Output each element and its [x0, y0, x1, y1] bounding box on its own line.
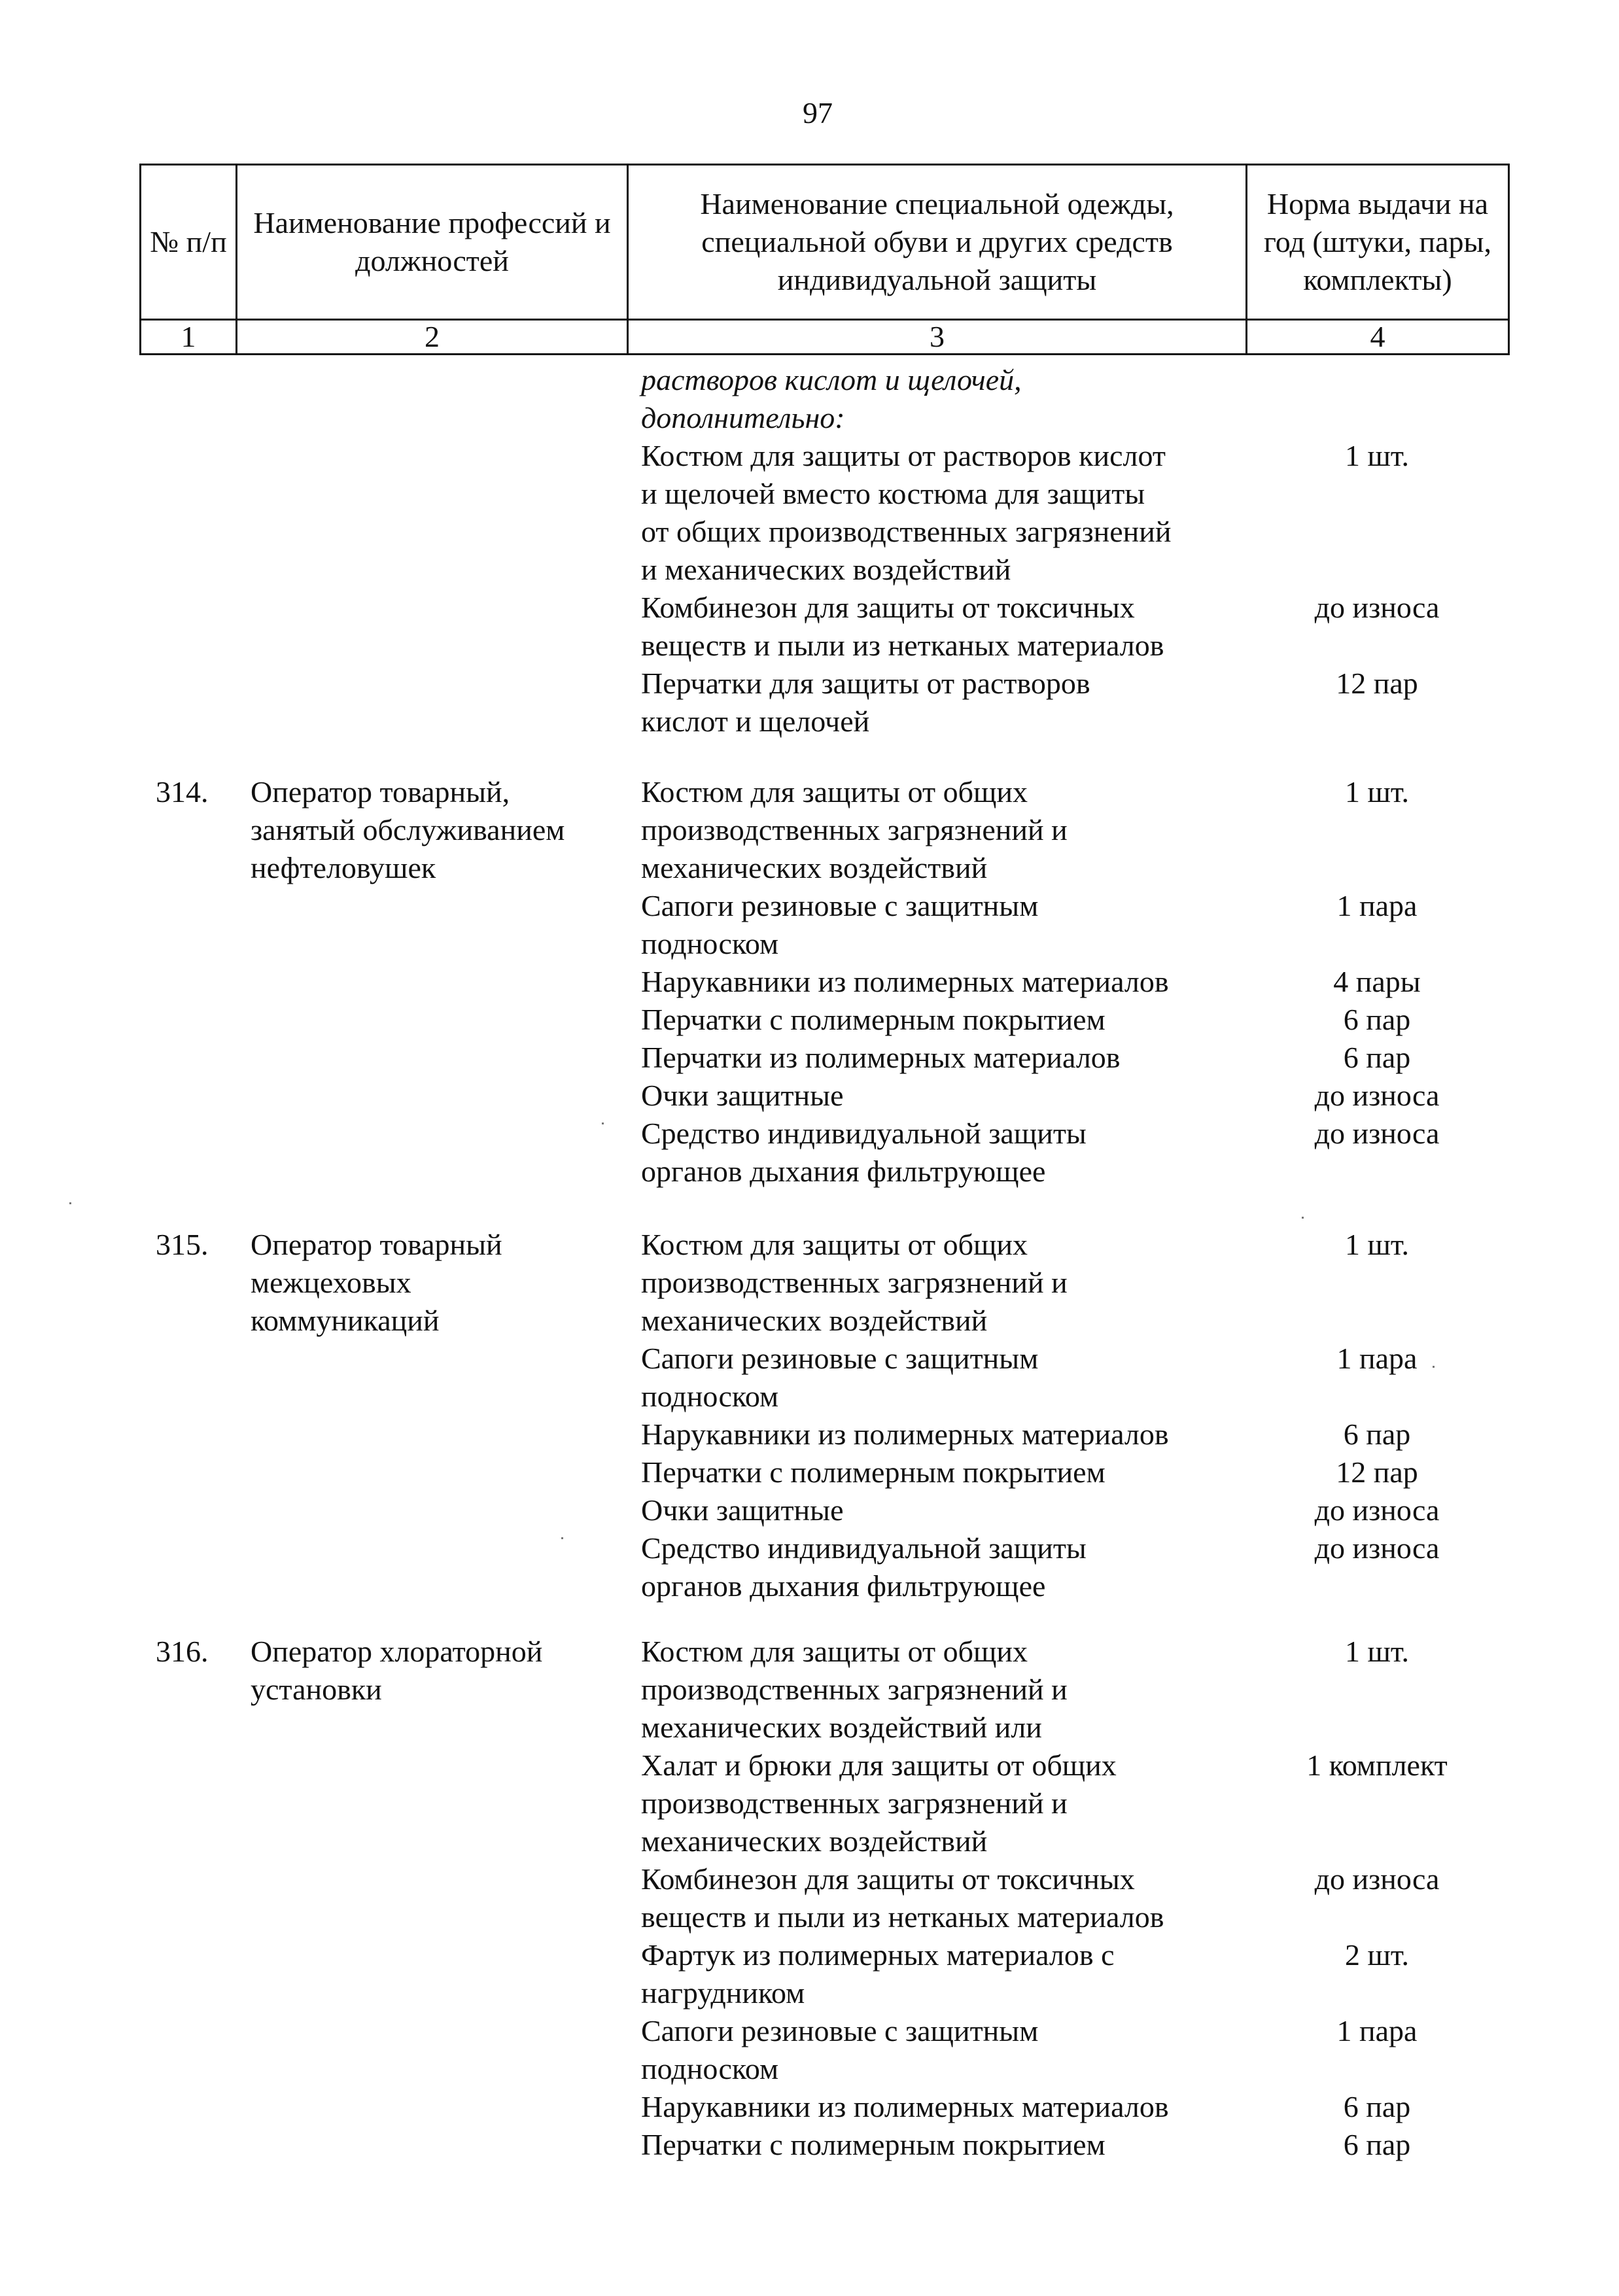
profession-line: Оператор товарный [251, 1228, 502, 1261]
item-norm: 1 пара [1336, 2014, 1418, 2047]
item-line: нагрудником [641, 1976, 805, 2009]
item-norm: 6 пар [1343, 2128, 1411, 2161]
item-line: механических воздействий [641, 1824, 988, 1858]
header-index-1: 1 [141, 320, 237, 355]
item-norm: 6 пар [1343, 1041, 1411, 1074]
item-line: Комбинезон для защиты от токсичных [641, 1862, 1135, 1896]
header-norm: Норма выдачи на год (штуки, пары, комплекты) [1247, 165, 1509, 320]
item-line: механических воздействий [641, 1304, 988, 1337]
item-line: Перчатки с полимерным покрытием [641, 1455, 1105, 1489]
item-line: Перчатки из полимерных материалов [641, 1041, 1121, 1074]
item-norm: 1 пара [1336, 1342, 1418, 1375]
header-index-3: 3 [628, 320, 1247, 355]
item-norm: до износа [1314, 1862, 1440, 1896]
header-index-4: 4 [1247, 320, 1509, 355]
header-profession: Наименование профессий и должностей [237, 165, 628, 320]
item-line: и механических воздействий [641, 553, 1011, 586]
entry-number: 314. [156, 775, 209, 809]
item-line: Костюм для защиты от растворов кислот [641, 439, 1166, 472]
item-line: Очки защитные [641, 1493, 844, 1527]
header-index-2: 2 [237, 320, 628, 355]
item-norm: 1 шт. [1344, 1635, 1410, 1668]
item-line: Сапоги резиновые с защитным [641, 889, 1039, 922]
item-line: производственных загрязнений и [641, 813, 1068, 846]
item-line: производственных загрязнений и [641, 1786, 1068, 1820]
item-norm: 1 шт. [1344, 1228, 1410, 1261]
page-number: 97 [803, 96, 833, 130]
profession-line: Оператор хлораторной [251, 1635, 543, 1668]
item-norm: 2 шт. [1344, 1938, 1410, 1972]
item-line: веществ и пыли из нетканых материалов [641, 1900, 1164, 1934]
profession-line: межцеховых [251, 1266, 411, 1299]
entry-number: 316. [156, 1635, 209, 1668]
item-norm: 1 комплект [1306, 1748, 1448, 1782]
item-line: веществ и пыли из нетканых материалов [641, 629, 1164, 662]
item-norm: до износа [1314, 591, 1440, 624]
item-line: Костюм для защиты от общих [641, 1228, 1028, 1261]
item-line: Сапоги резиновые с защитным [641, 1342, 1039, 1375]
item-line: Халат и брюки для защиты от общих [641, 1748, 1117, 1782]
item-norm: 1 шт. [1344, 775, 1410, 809]
item-line: Нарукавники из полимерных материалов [641, 965, 1169, 998]
item-norm: до износа [1314, 1493, 1440, 1527]
item-norm: 1 пара [1336, 889, 1418, 922]
item-line: Фартук из полимерных материалов с [641, 1938, 1115, 1972]
profession-line: Оператор товарный, [251, 775, 510, 809]
item-line: Комбинезон для защиты от токсичных [641, 591, 1135, 624]
item-line: Перчатки для защиты от растворов [641, 667, 1090, 700]
item-line: подноском [641, 2052, 779, 2085]
item-line: Нарукавники из полимерных материалов [641, 2090, 1169, 2123]
item-line: механических воздействий [641, 851, 988, 884]
scan-speck [1302, 1217, 1304, 1219]
item-line: Перчатки с полимерным покрытием [641, 1003, 1105, 1036]
item-line: Перчатки с полимерным покрытием [641, 2128, 1105, 2161]
item-norm: 12 пар [1336, 667, 1418, 700]
continuation-note-line: растворов кислот и щелочей, [641, 363, 1022, 396]
item-norm: до износа [1314, 1531, 1440, 1565]
item-line: производственных загрязнений и [641, 1266, 1068, 1299]
item-norm: 6 пар [1343, 2090, 1411, 2123]
item-norm: 6 пар [1343, 1003, 1411, 1036]
item-line: Средство индивидуальной защиты [641, 1531, 1087, 1565]
header-equipment: Наименование специальной одежды, специальной обуви и других средств индивидуальной защиты [628, 165, 1247, 320]
header-number: № п/п [141, 165, 237, 320]
item-line: механических воздействий или [641, 1711, 1042, 1744]
item-norm: до износа [1314, 1117, 1440, 1150]
item-norm: 4 пары [1333, 965, 1421, 998]
scan-speck [69, 1202, 71, 1204]
profession-line: установки [251, 1673, 382, 1706]
item-norm: 6 пар [1343, 1418, 1411, 1451]
item-line: от общих производственных загрязнений [641, 515, 1172, 548]
item-line: Нарукавники из полимерных материалов [641, 1418, 1169, 1451]
item-line: подноском [641, 927, 779, 960]
item-line: органов дыхания фильтрующее [641, 1155, 1046, 1188]
item-line: Средство индивидуальной защиты [641, 1117, 1087, 1150]
item-line: Костюм для защиты от общих [641, 775, 1028, 809]
item-line: подноском [641, 1380, 779, 1413]
item-norm: 12 пар [1336, 1455, 1418, 1489]
item-line: Сапоги резиновые с защитным [641, 2014, 1039, 2047]
item-line: Костюм для защиты от общих [641, 1635, 1028, 1668]
item-norm: 1 шт. [1344, 439, 1410, 472]
profession-line: коммуникаций [251, 1304, 440, 1337]
item-line: Очки защитные [641, 1079, 844, 1112]
item-line: кислот и щелочей [641, 704, 870, 738]
scan-speck [1433, 1366, 1435, 1368]
item-line: производственных загрязнений и [641, 1673, 1068, 1706]
profession-line: занятый обслуживанием [251, 813, 565, 846]
profession-line: нефтеловушек [251, 851, 436, 884]
item-norm: до износа [1314, 1079, 1440, 1112]
item-line: органов дыхания фильтрующее [641, 1569, 1046, 1603]
continuation-note-line: дополнительно: [641, 401, 845, 434]
scan-speck [561, 1537, 563, 1539]
item-line: и щелочей вместо костюма для защиты [641, 477, 1145, 510]
entry-number: 315. [156, 1228, 209, 1261]
scan-speck [602, 1122, 604, 1124]
